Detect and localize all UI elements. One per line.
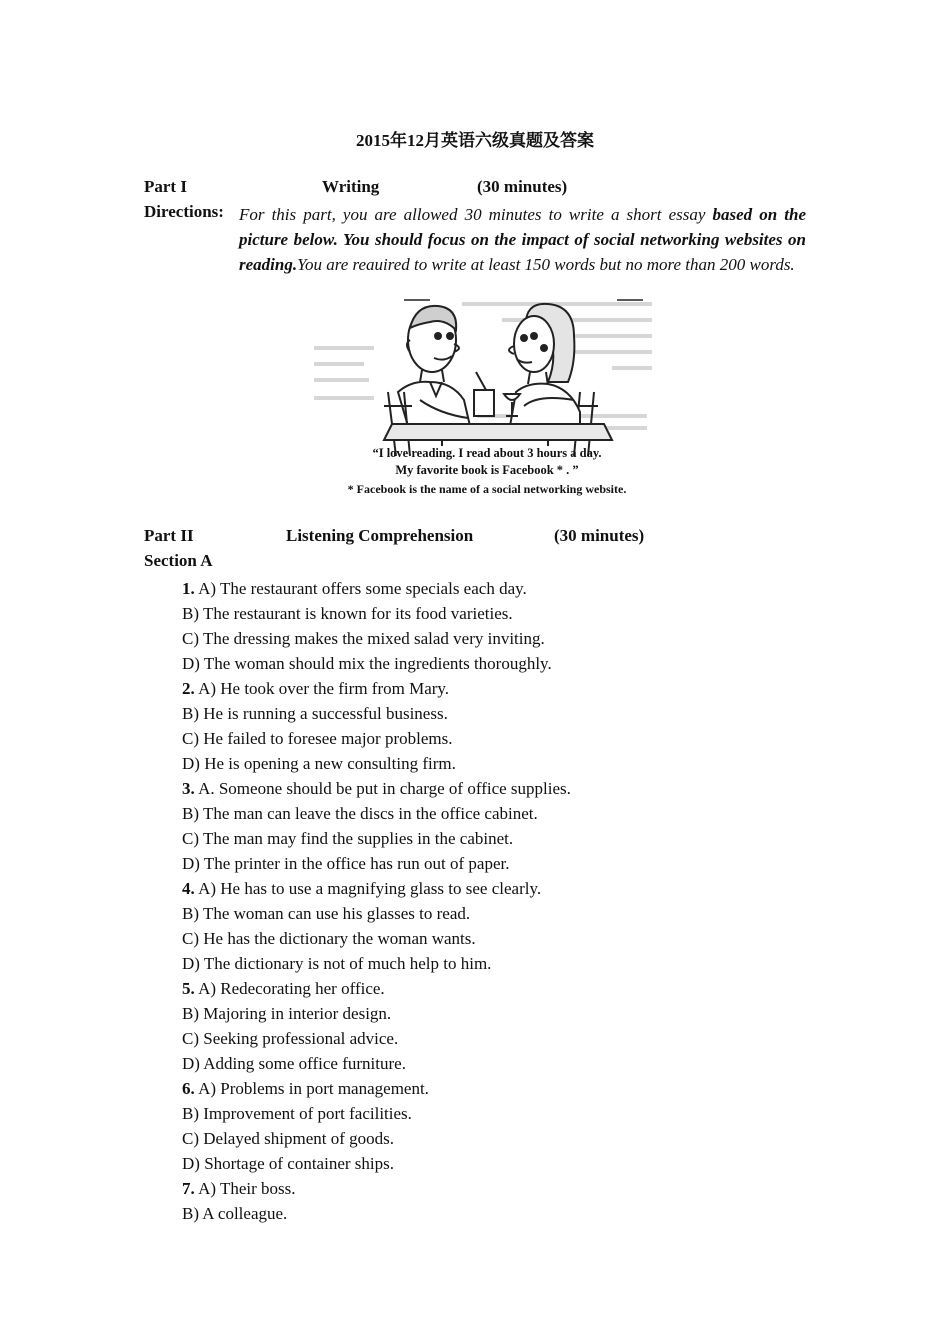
question-option	[182, 1051, 822, 1076]
option-text: D) Adding some office furniture.	[182, 1054, 406, 1073]
question-option	[182, 951, 822, 976]
option-text: C) Seeking professional advice.	[182, 1029, 399, 1048]
question-number: 6.	[182, 1079, 195, 1098]
option-text: B) The man can leave the discs in the office cabinet.	[182, 804, 538, 823]
option-text: D) He is opening a new consulting firm.	[182, 754, 456, 773]
cartoon-caption-line1: “I love reading. I read about 3 hours a day.	[372, 446, 602, 460]
question-option	[182, 576, 822, 601]
option-text: B) Improvement of port facilities.	[182, 1104, 412, 1123]
option-text: A) He has to use a magnifying glass to see clearly.	[198, 879, 542, 898]
question-option	[182, 1126, 822, 1151]
section-a-heading: Section A	[144, 551, 213, 570]
question-option	[182, 1001, 822, 1026]
part2-name: Listening Comprehension	[286, 526, 474, 545]
option-text: C) Delayed shipment of goods.	[182, 1129, 394, 1148]
question-option	[182, 1151, 822, 1176]
question-number: 2.	[182, 679, 195, 698]
option-text: C) The dressing makes the mixed salad very inviting.	[182, 629, 545, 648]
question-option	[182, 1026, 822, 1051]
question-option	[182, 851, 822, 876]
cartoon-footnote: * Facebook is the name of a social networking website.	[347, 482, 627, 496]
question-option	[182, 1176, 822, 1201]
question-option	[182, 701, 822, 726]
question-number: 4.	[182, 879, 195, 898]
option-text: C) He failed to foresee major problems.	[182, 729, 453, 748]
question-option	[182, 1076, 822, 1101]
option-text: A) Their boss.	[198, 1179, 296, 1198]
directions-emphasis: based on the picture below. You should focus on the impact of social networking websites on reading.	[239, 205, 807, 274]
directions-intro: For this part, you are allowed 30 minutes to write a short essay	[239, 205, 713, 224]
option-text: A) Problems in port management.	[198, 1079, 429, 1098]
question-option	[182, 801, 822, 826]
option-text: A. Someone should be put in charge of office supplies.	[198, 779, 571, 798]
cartoon-caption-line2: My favorite book is Facebook * . ”	[395, 463, 579, 477]
part2-time: (30 minutes)	[554, 526, 645, 545]
directions-tail: You are reauired to write at least 150 words but no more than 200 words.	[297, 255, 795, 274]
question-option	[182, 901, 822, 926]
option-text: D) Shortage of container ships.	[182, 1154, 394, 1173]
option-text: B) He is running a successful business.	[182, 704, 448, 723]
question-option	[182, 1201, 822, 1226]
question-option	[182, 651, 822, 676]
question-option	[182, 976, 822, 1001]
question-option	[182, 776, 822, 801]
question-number: 5.	[182, 979, 195, 998]
option-text: D) The woman should mix the ingredients thoroughly.	[182, 654, 552, 673]
question-list	[182, 576, 822, 1226]
option-text: D) The dictionary is not of much help to him.	[182, 954, 492, 973]
part1-name: Writing	[322, 177, 380, 196]
option-text: A) He took over the firm from Mary.	[198, 679, 450, 698]
option-text: C) He has the dictionary the woman wants.	[182, 929, 476, 948]
directions-label: Directions:	[144, 202, 224, 221]
option-text: B) A colleague.	[182, 1204, 288, 1223]
question-option	[182, 626, 822, 651]
option-text: A) Redecorating her office.	[198, 979, 385, 998]
option-text: B) The restaurant is known for its food varieties.	[182, 604, 513, 623]
document-title: 2015年12月英语六级真题及答案	[356, 131, 594, 150]
question-option	[182, 826, 822, 851]
question-number: 1.	[182, 579, 195, 598]
option-text: B) The woman can use his glasses to read.	[182, 904, 471, 923]
part1-time: (30 minutes)	[477, 177, 568, 196]
question-option	[182, 676, 822, 701]
question-number: 7.	[182, 1179, 195, 1198]
question-option	[182, 926, 822, 951]
option-text: C) The man may find the supplies in the cabinet.	[182, 829, 514, 848]
directions-text	[239, 202, 806, 277]
question-option	[182, 751, 822, 776]
option-text: A) The restaurant offers some specials each day.	[198, 579, 527, 598]
question-option	[182, 1101, 822, 1126]
question-option	[182, 876, 822, 901]
option-text: B) Majoring in interior design.	[182, 1004, 392, 1023]
cartoon-illustration	[312, 296, 657, 498]
question-number: 3.	[182, 779, 195, 798]
question-option	[182, 726, 822, 751]
option-text: D) The printer in the office has run out of paper.	[182, 854, 510, 873]
part1-label: Part I	[144, 177, 187, 196]
part2-label: Part II	[144, 526, 194, 545]
question-option	[182, 601, 822, 626]
